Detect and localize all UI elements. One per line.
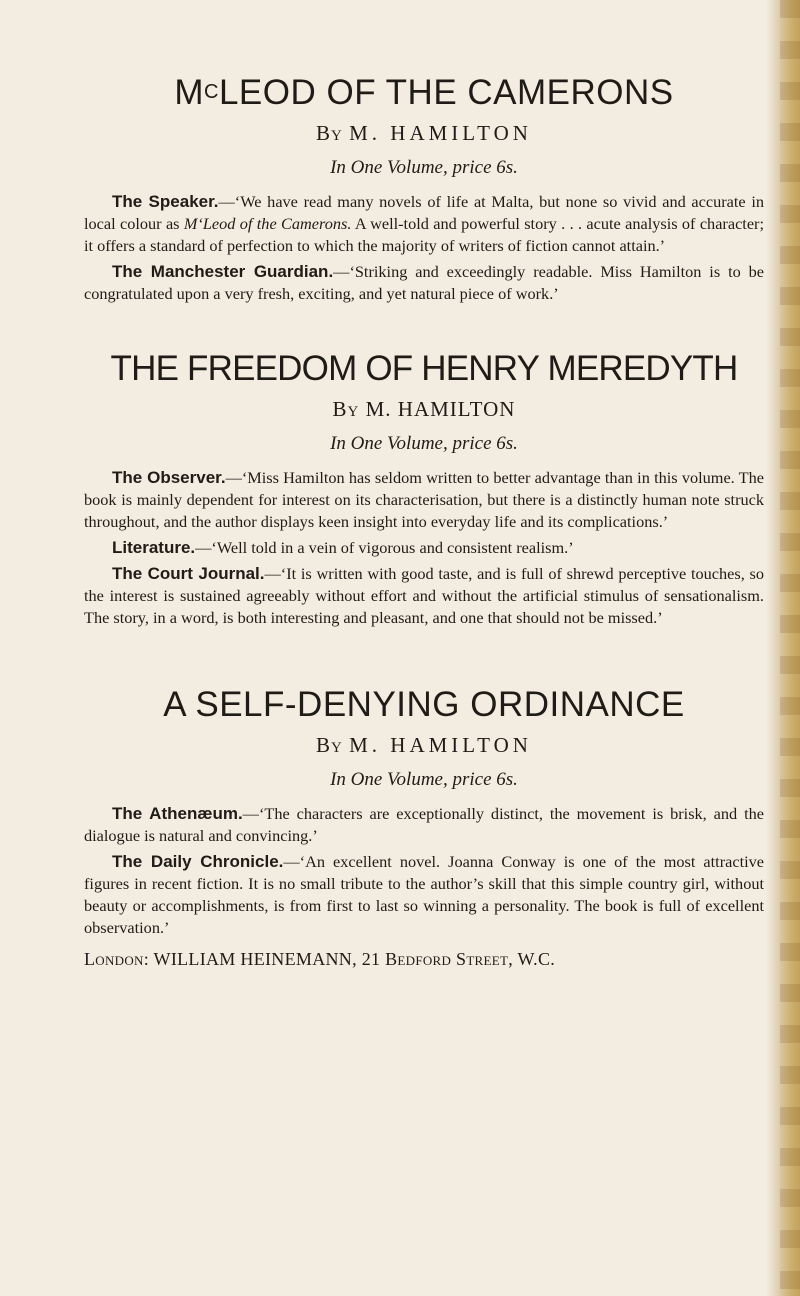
publisher-imprint: London: WILLIAM HEINEMANN, 21 Bedford Street, W.C.	[84, 949, 556, 969]
review-observer: The Observer.—‘Miss Hamilton has seldom written to better advantage than in this volume. The book is mainly dependent for interest on its characterisation, but there is a distinctly human note struck throughout, and the author displays keen insight into everyday life and its complications.’	[84, 468, 764, 531]
author-name: M. HAMILTON	[349, 121, 532, 145]
advertisement-content	[84, 70, 764, 989]
author-name: M. HAMILTON	[365, 397, 516, 421]
book-price: In One Volume, price 6s.	[330, 769, 518, 790]
review-manchester-guardian: The Manchester Guardian.—‘Striking and exceedingly readable. Miss Hamilton is to be congratulated upon a very fresh, exciting, and yet natural piece of work.’	[84, 262, 764, 303]
book-byline: By M. HAMILTON	[316, 121, 532, 145]
book-byline: By M. HAMILTON	[332, 397, 516, 421]
review-athenaeum: The Athenæum.—‘The characters are exceptionally distinct, the movement is brisk, and the dialogue is natural and convincing.’	[84, 804, 764, 845]
book-section-self-denying-ordinance	[84, 683, 764, 939]
review-source: Literature.	[112, 538, 196, 557]
review-source: The Observer.	[112, 468, 226, 487]
review-source: The Athenæum.	[112, 804, 243, 823]
title-superscript: C	[204, 81, 219, 103]
book-section-henry-meredyth	[84, 347, 764, 629]
book-title: $M^CLEOD$ OF THE CAMERONS	[174, 73, 674, 112]
book-price: In One Volume, price 6s.	[330, 157, 518, 178]
book-section-mcleod	[84, 70, 764, 305]
review-source: The Speaker.	[112, 192, 219, 211]
book-byline: By M. HAMILTON	[316, 733, 532, 757]
review-source: The Court Journal.	[112, 564, 265, 583]
review-court-journal: The Court Journal.—‘It is written with good taste, and is full of shrewd perceptive touches, so the interest is sustained agreeably without effort and without the artificial stimulus of sensationalism. The story, in a word, is both interesting and pleasant, and one that should not be missed.’	[84, 564, 765, 627]
review-literature: Literature.—‘Well told in a vein of vigorous and consistent realism.’	[112, 538, 574, 557]
book-title: THE FREEDOM OF HENRY MEREDYTH	[110, 349, 738, 388]
book-price: In One Volume, price 6s.	[330, 433, 518, 454]
review-daily-chronicle: The Daily Chronicle.—‘An excellent novel. Joanna Conway is one of the most attractive figures in recent fiction. It is no small tribute to the author’s skill that this simple country girl, without beauty or accomplishments, is from first to last so winning a personality. The book is full of excellent observation.’	[84, 852, 764, 937]
author-name: M. HAMILTON	[349, 733, 532, 757]
review-speaker: The Speaker.—‘We have read many novels of life at Malta, but none so vivid and accurate in local colour as M‘Leod of the Camerons. A well-told and powerful story . . . acute analysis of character; it offers a standard of perfection to which the majority of writers of fiction cannot attain.’	[84, 192, 764, 255]
imprint-address: 21 Bedford Street, W.C.	[356, 949, 556, 969]
imprint-city: London	[84, 949, 144, 969]
italic-title: M‘Leod of the Camerons.	[183, 214, 352, 233]
page-edge-foxing	[780, 0, 800, 1296]
review-source: The Daily Chronicle.	[112, 852, 284, 871]
imprint-publisher: WILLIAM HEINEMANN,	[153, 949, 357, 969]
book-title: A SELF-DENYING ORDINANCE	[163, 685, 685, 724]
review-source: The Manchester Guardian.	[112, 262, 334, 281]
